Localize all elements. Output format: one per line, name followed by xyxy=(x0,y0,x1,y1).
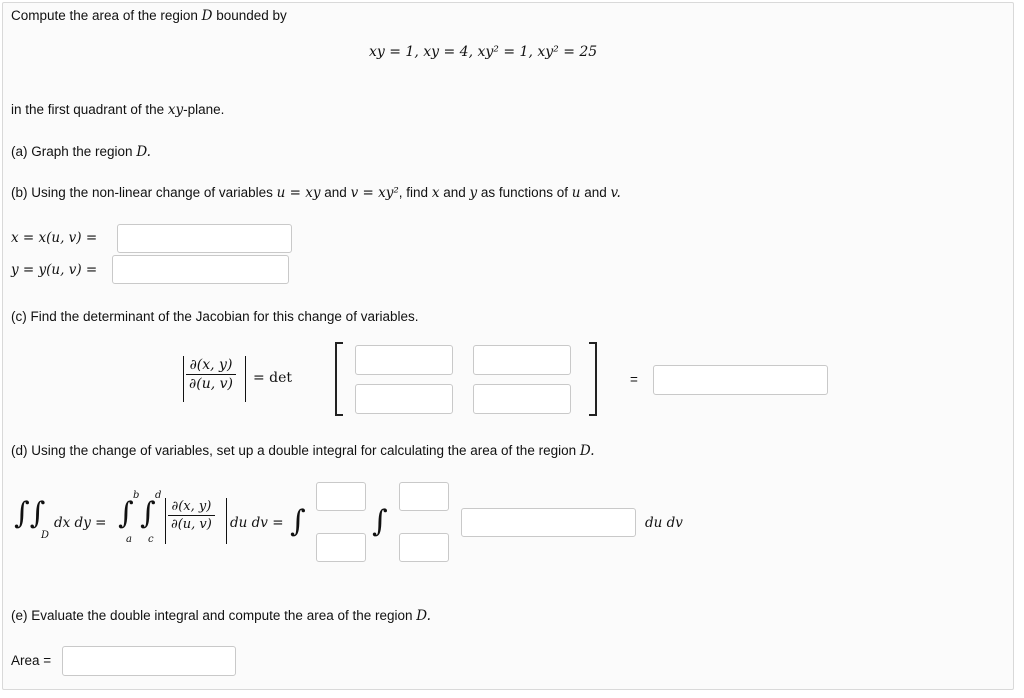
outer-upper-limit-input[interactable] xyxy=(316,482,366,511)
part-a-text: (a) Graph the region D. xyxy=(11,144,151,160)
integrand-bar-right xyxy=(226,498,227,544)
inner-upper-limit-input[interactable] xyxy=(399,482,449,511)
matrix-bracket-right xyxy=(589,342,597,416)
region-subscript: D xyxy=(41,530,50,541)
jacobian-entry-11[interactable] xyxy=(355,345,453,375)
inner-integral-sign: ∫ xyxy=(140,496,156,531)
part-b-text: (b) Using the non-linear change of variables u = xy and v = xy², find x and y as functions of u and v. xyxy=(11,185,621,201)
determinant-equals: = xyxy=(630,372,638,387)
eq-det-label: = det xyxy=(253,370,293,386)
matrix-bracket-left xyxy=(335,342,343,416)
du-dv-label: du dv xyxy=(645,515,683,531)
integrand-bar-left xyxy=(165,498,166,544)
jacobian-entry-22[interactable] xyxy=(473,384,571,414)
area-label: Area = xyxy=(11,653,52,668)
lower-limit-a: a xyxy=(126,534,132,545)
double-integral-sign: ∫∫ xyxy=(14,496,46,531)
inner-integral-sign-2: ∫ xyxy=(372,504,388,539)
integrand-input[interactable] xyxy=(461,508,636,537)
jacobian-entry-12[interactable] xyxy=(473,345,571,375)
area-input[interactable] xyxy=(62,646,236,676)
abs-bar-right xyxy=(245,356,246,402)
jacobian-entry-21[interactable] xyxy=(355,384,453,414)
outer-lower-limit-input[interactable] xyxy=(316,533,366,562)
lower-limit-c: c xyxy=(148,534,154,545)
quadrant-text: in the first quadrant of the xy-plane. xyxy=(11,102,225,118)
y-function-input[interactable] xyxy=(112,255,289,284)
part-d-text: (d) Using the change of variables, set up a double integral for calculating the area of the region D. xyxy=(11,443,595,459)
upper-limit-b: b xyxy=(133,490,140,501)
part-c-text: (c) Find the determinant of the Jacobian for this change of variables. xyxy=(11,309,419,324)
dx-dy-label: dx dy = xyxy=(54,515,107,531)
du-dv-equals: du dv = xyxy=(230,515,284,531)
intro-text: Compute the area of the region D bounded by xyxy=(11,8,287,24)
x-function-label: x = x(u, v) = xyxy=(11,230,98,246)
determinant-input[interactable] xyxy=(653,365,828,395)
outer-integral-sign: ∫ xyxy=(118,496,134,531)
outer-integral-sign-2: ∫ xyxy=(290,504,306,539)
x-function-input[interactable] xyxy=(117,224,292,253)
abs-bar-left xyxy=(183,356,184,402)
boundary-equations: xy = 1, xy = 4, xy² = 1, xy² = 25 xyxy=(369,44,598,60)
inner-lower-limit-input[interactable] xyxy=(399,533,449,562)
part-e-text: (e) Evaluate the double integral and compute the area of the region D. xyxy=(11,608,431,624)
jacobian-fraction: $\frac{\partial(x, y)}{\partial(u, v)}$ xyxy=(186,357,236,392)
y-function-label: y = y(u, v) = xyxy=(11,262,98,278)
upper-limit-d: d xyxy=(155,490,162,501)
integrand-jacobian: $\frac{\partial(x, y)}{\partial(u, v)}$ xyxy=(168,499,215,532)
